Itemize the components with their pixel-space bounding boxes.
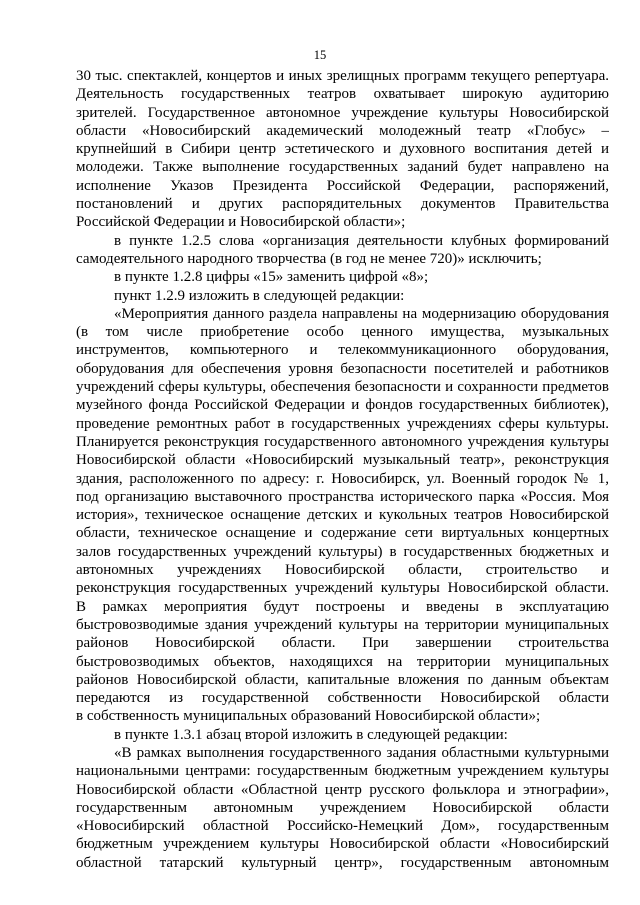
text-line: учреждений сферы культуры, обеспечения безопасности и сохранности предметов (76, 379, 609, 396)
text-line: Планируется реконструкция государственного автономного учреждения культуры (76, 433, 609, 450)
text-line: Российской Федерации и Новосибирской области»; (76, 214, 406, 231)
text-line: автономных учреждениях Новосибирской области, строительство и (76, 562, 609, 579)
text-line: «Мероприятия данного раздела направлены на модернизацию оборудования (114, 305, 609, 322)
text-line: передаются из государственной собственности Новосибирской области (76, 690, 609, 707)
text-line: самодеятельного народного творчества (в год не менее 720)» исключить; (76, 250, 542, 267)
text-line: исполнение Указов Президента Российской Федерации, распоряжений, (76, 177, 609, 194)
text-line: национальными центрами: государственным бюджетным учреждением культуры (76, 763, 609, 780)
text-line: Деятельность государственных театров охватывает широкую аудиторию (76, 86, 609, 103)
text-line: «Новосибирский областной Российско-Немецкий Дом», государственным (76, 818, 609, 835)
text-line: областной татарский культурный центр», государственным автономным (76, 854, 609, 871)
text-line: быстровозводимые здания учреждений культуры на территории муниципальных (76, 616, 609, 633)
text-line: 30 тыс. спектаклей, концертов и иных зрелищных программ текущего репертуара. (76, 68, 609, 84)
text-line: зрителей. Государственное автономное учреждение культуры Новосибирской (76, 104, 609, 121)
text-line: музейного фонда Российской Федерации и фондов государственных библиотек), (76, 397, 609, 414)
text-line: проведение ремонтных работ в государственных учреждениях сферы культуры. (76, 415, 609, 432)
text-line: районов Новосибирской области, капитальные вложения по данным объектам (76, 671, 609, 688)
text-line: области «Новосибирский академический молодежный театр «Глобус» – (76, 122, 609, 139)
text-line: крупнейший в Сибири центр эстетического и духовного воспитания детей и (76, 141, 609, 158)
text-line: (в том числе приобретение особо ценного имущества, музыкальных (76, 324, 609, 341)
text-line: реконструкция государственных учреждений культуры Новосибирской области. (76, 580, 609, 597)
text-line: «В рамках выполнения государственного задания областными культурными (114, 744, 609, 761)
body-text (76, 67, 609, 872)
text-line: инструментов, компьютерного и телекоммуникационного оборудования, (76, 342, 609, 359)
text-line: здания, расположенного по адресу: г. Новосибирск, ул. Военный городок № 1, (76, 470, 609, 487)
text-line: пункт 1.2.9 изложить в следующей редакции: (114, 287, 405, 304)
text-line: государственным автономным учреждением Новосибирской области (76, 799, 609, 816)
text-line: залов государственных учреждений культуры) в государственных бюджетных и (76, 543, 609, 560)
text-line: Новосибирской области «Новосибирский музыкальный театр», реконструкция (76, 452, 609, 469)
text-line: оборудования для обеспечения уровня безопасности посетителей и работников (76, 360, 609, 377)
text-line: в пункте 1.3.1 абзац второй изложить в следующей редакции: (114, 726, 508, 743)
text-line: в пункте 1.2.8 цифры «15» заменить цифрой «8»; (114, 269, 429, 286)
page-number: 15 (313, 48, 327, 62)
text-line: быстровозводимых объектов, находящихся на территории муниципальных (76, 653, 609, 670)
text-line: бюджетным учреждением культуры Новосибирской области «Новосибирский (76, 836, 609, 853)
text-line: под организацию выставочного пространства исторического парка «Россия. Моя (76, 488, 609, 505)
text-line: Новосибирской области «Областной центр русского фольклора и этнографии», (76, 781, 609, 798)
text-line: в пункте 1.2.5 слова «организация деятельности клубных формирований (114, 232, 609, 249)
text-line: области, техническое оснащение и содержание сети виртуальных концертных (76, 525, 609, 542)
text-line: В рамках мероприятия будут построены и введены в эксплуатацию (76, 598, 609, 615)
text-line: молодежи. Также выполнение государственных заданий будет направлено на (76, 159, 609, 176)
text-line: районов Новосибирской области. При завершении строительства (76, 635, 609, 652)
text-line: постановлений и других распорядительных документов Правительства (76, 196, 609, 213)
text-line: история», техническое оснащение детских и кукольных театров Новосибирской (76, 507, 609, 524)
text-line: в собственность муниципальных образований Новосибирской области»; (76, 708, 541, 725)
